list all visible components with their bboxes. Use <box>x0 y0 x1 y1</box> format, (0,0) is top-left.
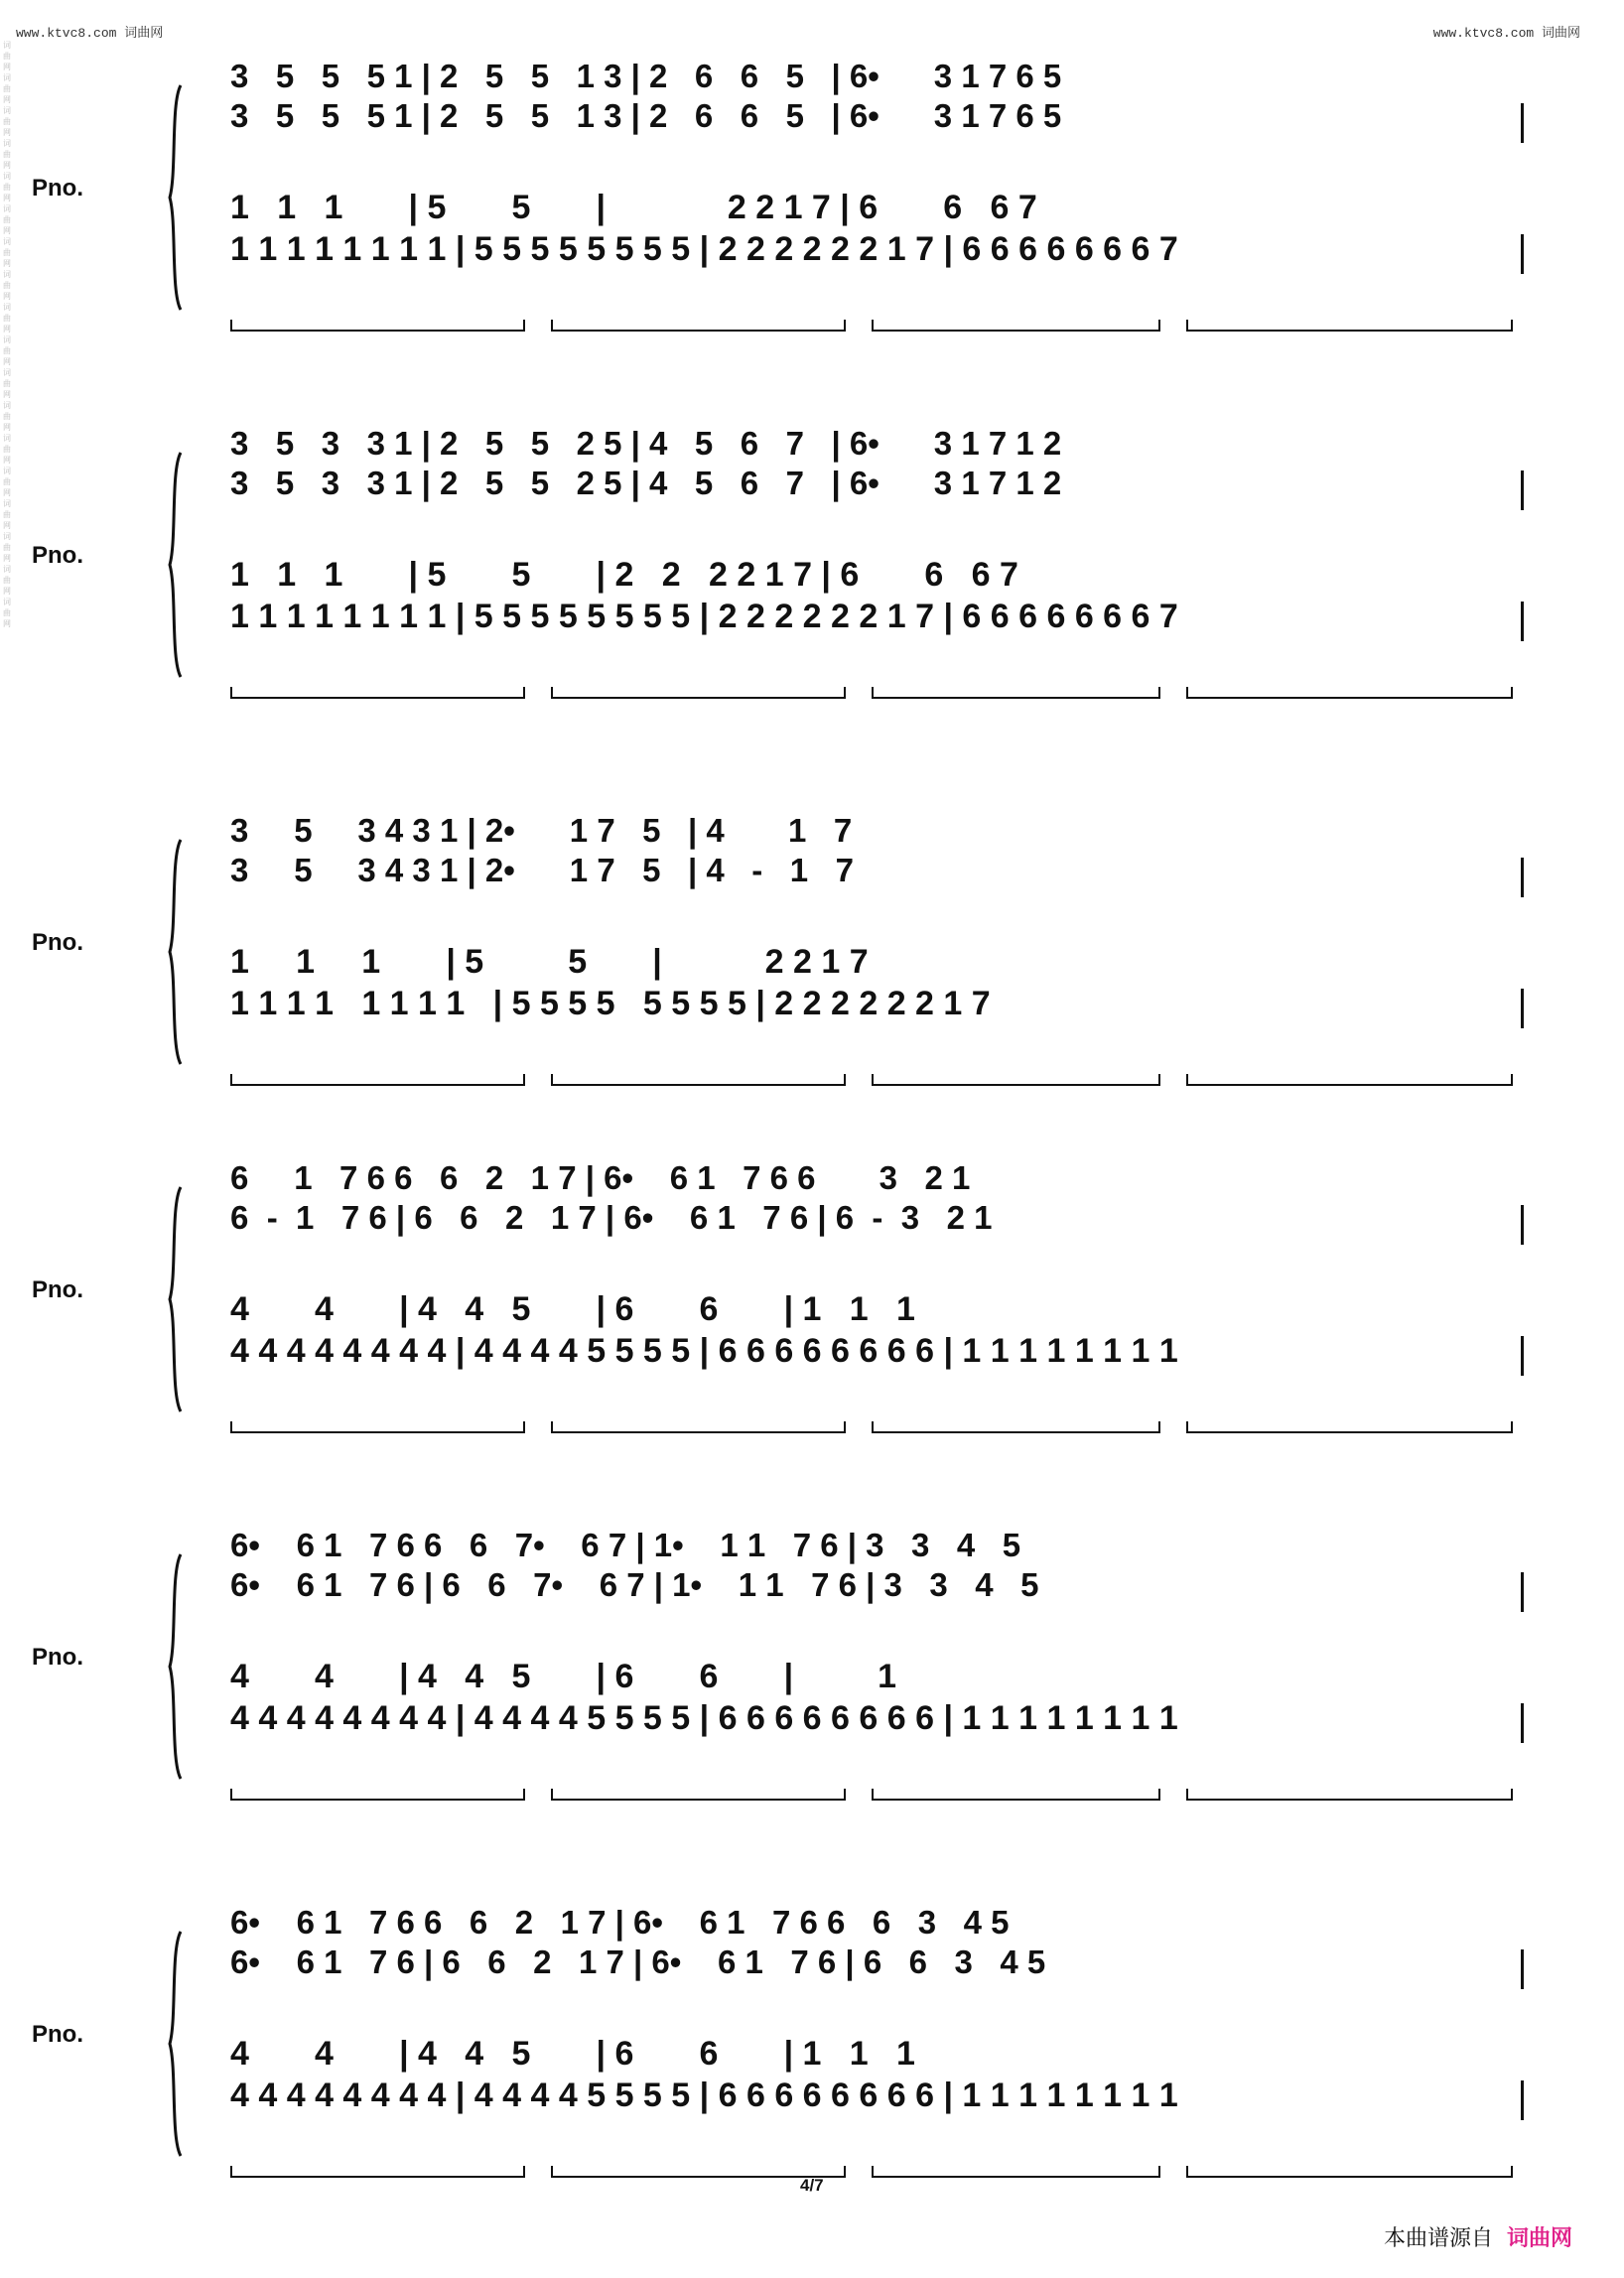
bass-bottom-line: 1 1 1 1 1 1 1 1 | 5 5 5 5 5 5 5 5 | 2 2 2 2 2 2 1 7 | 6 6 6 6 6 6 6 7 <box>230 230 1178 268</box>
pedal-bracket <box>230 687 525 699</box>
treble-top-line: 6• 6 1 7 6 6 6 2 1 7 | 6• 6 1 7 6 6 6 3 4 5 <box>230 1904 1010 1941</box>
treble-top-line: 3 5 3 4 3 1 | 2• 1 7 5 | 4 1 7 <box>230 812 853 849</box>
bass-top-line: 4 4 | 4 4 5 | 6 6 | 1 1 1 <box>230 1290 915 1328</box>
bass-top-line: 1 1 1 | 5 5 | 2 2 2 2 1 7 | 6 6 6 7 <box>230 556 1018 594</box>
pedal-bracket <box>1186 1421 1513 1433</box>
treble-top-line: 6• 6 1 7 6 6 6 7• 6 7 | 1• 1 1 7 6 | 3 3 4 5 <box>230 1527 1021 1563</box>
pedal-bracket <box>872 2166 1160 2178</box>
brace-icon <box>167 83 185 312</box>
bass-bottom-line: 4 4 4 4 4 4 4 4 | 4 4 4 4 5 5 5 5 | 6 6 6 6 6 6 6 6 | 1 1 1 1 1 1 1 1 <box>230 1699 1178 1737</box>
pedal-bracket <box>551 1789 846 1801</box>
pedal-bracket <box>230 2166 525 2178</box>
barline <box>1521 470 1524 510</box>
barline <box>1521 2080 1524 2120</box>
side-watermark-strip: 词曲网词曲网词曲网词曲网词曲网词曲网词曲网词曲网词曲网词曲网词曲网词曲网词曲网词曲网词曲网词曲网词曲网词曲网 <box>3 41 11 628</box>
pedal-bracket <box>872 320 1160 332</box>
barline <box>1521 1336 1524 1376</box>
pedal-bracket <box>1186 320 1513 332</box>
pedal-bracket <box>1186 1789 1513 1801</box>
bass-top-line: 1 1 1 | 5 5 | 2 2 1 7 | 6 6 6 7 <box>230 189 1037 226</box>
bass-bottom-line: 1 1 1 1 1 1 1 1 | 5 5 5 5 5 5 5 5 | 2 2 2 2 2 2 1 7 <box>230 985 991 1022</box>
pedal-bracket <box>872 687 1160 699</box>
pedal-bracket <box>230 320 525 332</box>
footer-brand: 词曲网 <box>1506 2225 1572 2250</box>
brace-icon <box>167 451 185 679</box>
pedal-bracket <box>1186 1074 1513 1086</box>
pedal-bracket <box>230 1421 525 1433</box>
pedal-bracket <box>872 1074 1160 1086</box>
instrument-label: Pno. <box>32 1644 83 1671</box>
bass-top-line: 4 4 | 4 4 5 | 6 6 | 1 <box>230 1658 897 1695</box>
barline <box>1521 234 1524 274</box>
bass-bottom-line: 4 4 4 4 4 4 4 4 | 4 4 4 4 5 5 5 5 | 6 6 6 6 6 6 6 6 | 1 1 1 1 1 1 1 1 <box>230 2077 1178 2114</box>
treble-top-line: 3 5 5 5 1 | 2 5 5 1 3 | 2 6 6 5 | 6• 3 1 7 6 5 <box>230 58 1062 94</box>
header-right-watermark: www.ktvc8.com 词曲网 <box>1432 26 1580 41</box>
barline <box>1521 1703 1524 1743</box>
header-left-watermark: www.ktvc8.com 词曲网 <box>16 26 164 41</box>
barline <box>1521 103 1524 143</box>
brace-icon <box>167 1185 185 1413</box>
treble-bottom-line: 3 5 5 5 1 | 2 5 5 1 3 | 2 6 6 5 | 6• 3 1 7 6 5 <box>230 97 1062 134</box>
treble-bottom-line: 6• 6 1 7 6 | 6 6 2 1 7 | 6• 6 1 7 6 | 6 6 3 4 5 <box>230 1943 1046 1980</box>
instrument-label: Pno. <box>32 542 83 569</box>
pedal-bracket <box>872 1421 1160 1433</box>
footer-source <box>1384 2221 1572 2252</box>
instrument-label: Pno. <box>32 1276 83 1303</box>
brace-icon <box>167 838 185 1066</box>
treble-top-line: 6 1 7 6 6 6 2 1 7 | 6• 6 1 7 6 6 3 2 1 <box>230 1159 971 1196</box>
pedal-bracket <box>1186 687 1513 699</box>
pedal-bracket <box>551 320 846 332</box>
pedal-bracket <box>551 1421 846 1433</box>
pedal-bracket <box>1186 2166 1513 2178</box>
barline <box>1521 1205 1524 1245</box>
treble-bottom-line: 6 - 1 7 6 | 6 6 2 1 7 | 6• 6 1 7 6 | 6 - 3 2 1 <box>230 1199 993 1236</box>
pedal-bracket <box>872 1789 1160 1801</box>
pedal-bracket <box>551 1074 846 1086</box>
barline <box>1521 1572 1524 1612</box>
instrument-label: Pno. <box>32 2021 83 2048</box>
treble-top-line: 3 5 3 3 1 | 2 5 5 2 5 | 4 5 6 7 | 6• 3 1 7 1 2 <box>230 425 1062 462</box>
instrument-label: Pno. <box>32 175 83 201</box>
bass-top-line: 1 1 1 | 5 5 | 2 2 1 7 <box>230 943 869 981</box>
bass-bottom-line: 4 4 4 4 4 4 4 4 | 4 4 4 4 5 5 5 5 | 6 6 6 6 6 6 6 6 | 1 1 1 1 1 1 1 1 <box>230 1332 1178 1370</box>
barline <box>1521 989 1524 1028</box>
treble-bottom-line: 6• 6 1 7 6 | 6 6 7• 6 7 | 1• 1 1 7 6 | 3 3 4 5 <box>230 1566 1039 1603</box>
brace-icon <box>167 1930 185 2158</box>
brace-icon <box>167 1552 185 1781</box>
treble-bottom-line: 3 5 3 3 1 | 2 5 5 2 5 | 4 5 6 7 | 6• 3 1 7 1 2 <box>230 465 1062 501</box>
bass-top-line: 4 4 | 4 4 5 | 6 6 | 1 1 1 <box>230 2035 915 2073</box>
page-number: 4/7 <box>800 2176 824 2195</box>
treble-bottom-line: 3 5 3 4 3 1 | 2• 1 7 5 | 4 - 1 7 <box>230 852 854 888</box>
pedal-bracket <box>551 687 846 699</box>
barline <box>1521 602 1524 641</box>
bass-bottom-line: 1 1 1 1 1 1 1 1 | 5 5 5 5 5 5 5 5 | 2 2 2 2 2 2 1 7 | 6 6 6 6 6 6 6 7 <box>230 598 1178 635</box>
instrument-label: Pno. <box>32 929 83 956</box>
barline <box>1521 858 1524 897</box>
footer-source-text: 本曲谱源自 <box>1383 2225 1493 2250</box>
pedal-bracket <box>230 1074 525 1086</box>
barline <box>1521 1949 1524 1989</box>
pedal-bracket <box>230 1789 525 1801</box>
